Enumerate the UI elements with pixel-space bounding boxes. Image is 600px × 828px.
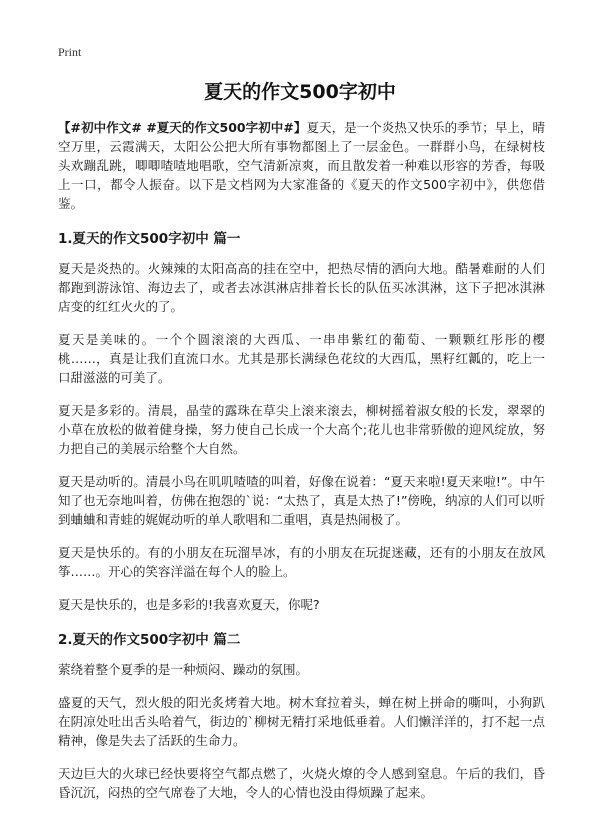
print-label: Print	[58, 45, 82, 59]
document-title: 夏天的作文500字初中	[204, 81, 396, 103]
section1-heading: 1.夏天的作文500字初中 篇一	[58, 231, 241, 247]
section1-paragraph-5: 夏天是快乐的。有的小朋友在玩溜旱冰，有的小朋友在玩捉迷藏，还有的小朋友在放风筝……。开心的笑容洋溢在每个人的脸上。	[58, 545, 545, 579]
intro-paragraph	[58, 118, 545, 213]
intro-text: 夏天，是一个炎热又快乐的季节；早上，晴空万里，云霞满天，太阳公公把大所有事物都图上了一层金色。一群群小鸟，在绿树枝头欢蹦乱跳，唧唧喳喳地唱歌，空气清新凉爽，而且散发着一种难以形容的芳香，每吸上一口，都令人振奋。以下是文档网为大家准备的《夏天的作文500字初中》，供您借鉴。	[58, 120, 545, 211]
section2-heading: 2.夏天的作文500字初中 篇二	[58, 632, 241, 648]
section1-paragraph-3: 夏天是多彩的。清晨，晶莹的露珠在草尖上滚来滚去，柳树摇着淑女般的长发，翠翠的小草在放松的做着健身操，努力使自己长成一个大高个;花儿也非常骄傲的迎风绽放，努力把自己的美展示给整个大自然。	[58, 403, 545, 456]
section1-paragraph-6: 夏天是快乐的，也是多彩的!我喜欢夏天，你呢?	[58, 597, 320, 612]
section1-paragraph-2: 夏天是美味的。一个个圆滚滚的大西瓜、一串串紫红的葡萄、一颗颗红彤彤的樱桃……，真是让我们直流口水。尤其是那长满绿色花纹的大西瓜，黑籽红瓤的，吃上一口甜滋滋的可美了。	[58, 332, 545, 385]
section1-paragraph-1: 夏天是炎热的。火辣辣的太阳高高的挂在空中，把热尽情的洒向大地。酷暑难耐的人们都跑到游泳馆、海边去了，或者去冰淇淋店排着长长的队伍买冰淇淋，这下子把冰淇淋店变的红红火火的了。	[58, 261, 545, 314]
section1-paragraph-4: 夏天是动听的。清晨小鸟在叽叽喳喳的叫着，好像在说着：“夏天来啦!夏天来啦!”。中午知了也无奈地叫着，仿佛在抱怨的`说：“太热了，真是太热了!”傍晚，纳凉的人们可以听到蛐蛐和青蛙的娓娓动听的单人歌唱和二重唱，真是热闹极了。	[58, 474, 545, 527]
section2-paragraph-2: 盛夏的天气，烈火般的阳光炙烤着大地。树木耷拉着头，蝉在树上拼命的嘶叫，小狗趴在阴凉处吐出舌头哈着气，街边的`柳树无精打采地低垂着。人们懒洋洋的，打不起一点精神，像是失去了活跃的生命力。	[58, 695, 545, 748]
section2-paragraph-1: 萦绕着整个夏季的是一种烦闷、躁动的氛围。	[58, 662, 309, 677]
intro-lead: 【#初中作文# #夏天的作文500字初中#】	[58, 120, 307, 135]
document-body	[58, 118, 545, 816]
section2-paragraph-3: 天边巨大的火球已经快要将空气都点燃了，火烧火燎的令人感到窒息。午后的我们，昏昏沉沉，闷热的空气席卷了大地，令人的心情也没由得烦躁了起来。	[58, 766, 545, 800]
